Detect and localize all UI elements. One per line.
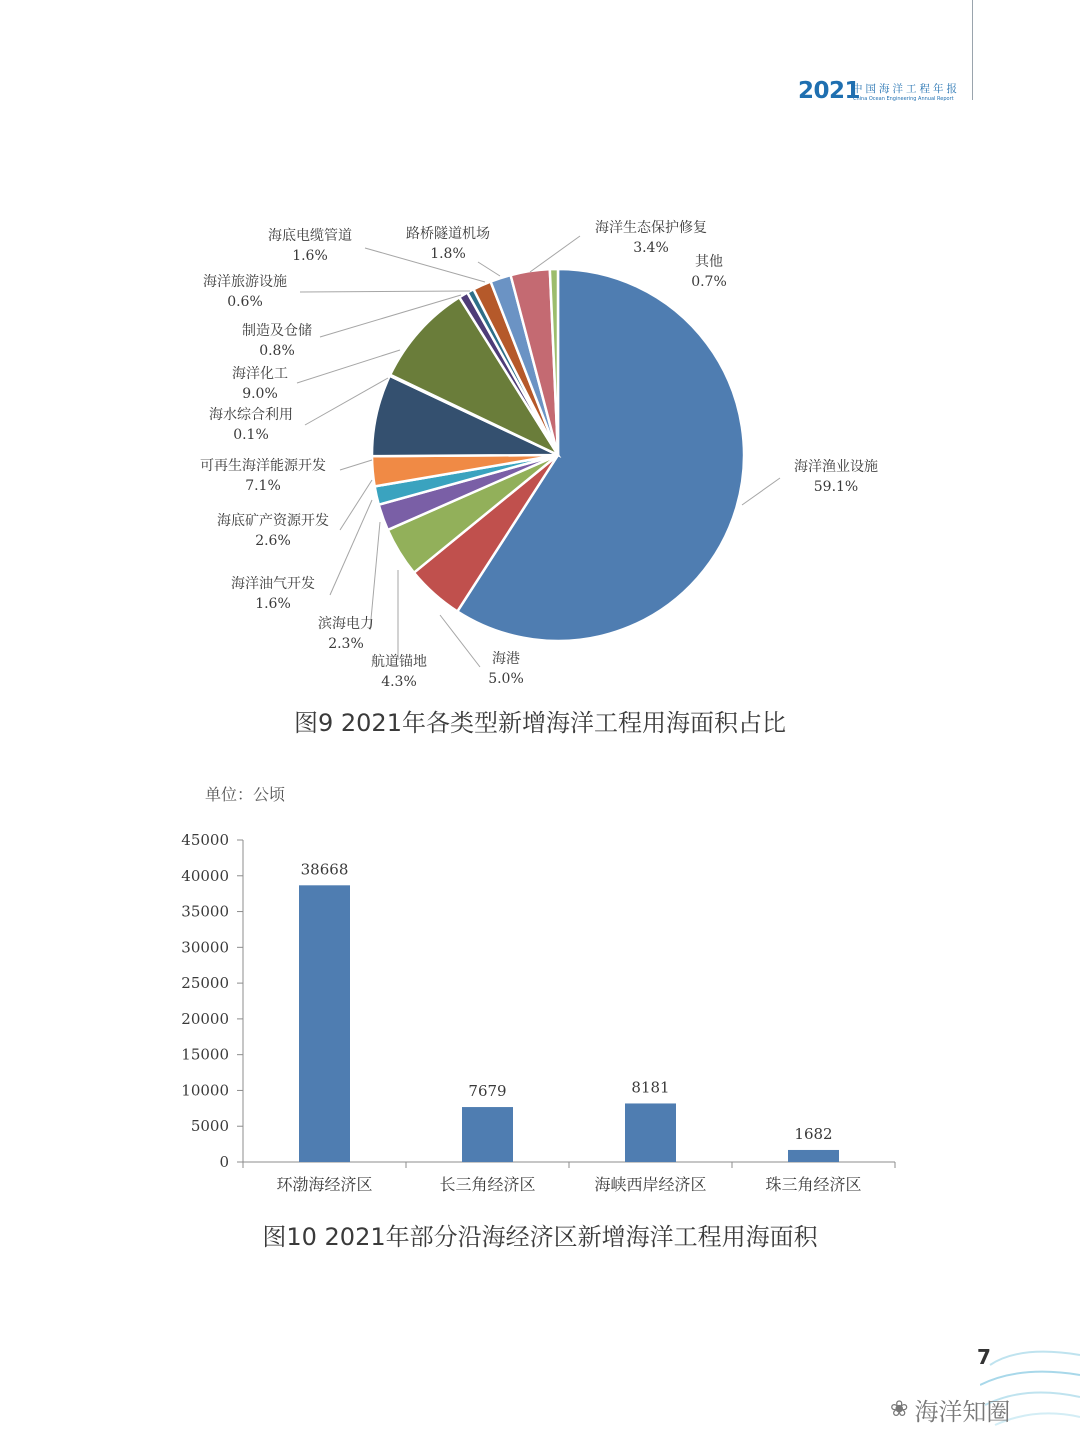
pie-slice-label: 制造及仓储 [242, 323, 312, 339]
pie-leader-line [440, 615, 480, 667]
y-tick-label: 35000 [181, 902, 229, 921]
pie-leader-line [370, 522, 380, 630]
bar-chart-title: 图10 2021年部分沿海经济区新增海洋工程用海面积 [262, 1223, 818, 1251]
pie-slice-percent: 1.6% [292, 248, 328, 264]
bar-value-label: 1682 [794, 1124, 833, 1143]
pie-slice-percent: 2.6% [255, 533, 291, 549]
y-tick-label: 5000 [190, 1117, 229, 1136]
pie-leader-line [530, 236, 580, 272]
bar-value-label: 7679 [468, 1082, 507, 1101]
pie-slice-label: 海底矿产资源开发 [217, 513, 329, 529]
pie-slice-percent: 0.8% [259, 343, 295, 359]
pie-slice-label: 海洋渔业设施 [794, 459, 878, 475]
pie-slice-label: 其他 [695, 254, 723, 270]
wechat-icon: ❀ [890, 1397, 909, 1422]
pie-slice-percent: 4.3% [381, 674, 417, 690]
y-tick-label: 25000 [181, 974, 229, 993]
pie-leader-line [300, 291, 470, 292]
pie-slice-percent: 59.1% [813, 479, 859, 495]
y-tick-label: 15000 [181, 1045, 229, 1064]
pie-slice-label: 航道锚地 [371, 654, 427, 670]
y-tick-label: 0 [219, 1153, 229, 1171]
bar-chart [0, 770, 1080, 1270]
pie-slice-percent: 3.4% [633, 240, 669, 256]
x-category-label: 长三角经济区 [439, 1175, 536, 1194]
watermark [890, 1392, 1010, 1427]
bar [462, 1107, 513, 1162]
bar-value-label: 38668 [300, 860, 349, 879]
bar-value-label: 8181 [631, 1078, 670, 1097]
pie-leader-line [742, 478, 780, 505]
pie-slice-label: 可再生海洋能源开发 [200, 458, 326, 474]
page-number: 7 [977, 1345, 991, 1369]
pie-leader-line [340, 480, 372, 530]
x-category-label: 珠三角经济区 [765, 1175, 862, 1194]
pie-slice-label: 海洋化工 [232, 366, 288, 382]
header-title-en: China Ocean Engineering Annual Report [853, 96, 954, 102]
watermark-text: 海洋知圈 [914, 1398, 1011, 1426]
bar [625, 1103, 676, 1162]
y-tick-label: 30000 [181, 938, 229, 957]
pie-slice-percent: 9.0% [242, 386, 278, 402]
pie-slice-label: 路桥隧道机场 [406, 226, 490, 242]
x-category-label: 环渤海经济区 [276, 1175, 373, 1194]
pie-slice-label: 海洋旅游设施 [203, 274, 287, 290]
pie-slice-percent: 0.1% [233, 427, 269, 443]
bar [299, 885, 350, 1162]
pie-slice-percent: 1.6% [255, 596, 291, 612]
pie-slice-percent: 7.1% [245, 478, 281, 494]
y-tick-label: 40000 [181, 866, 229, 885]
pie-chart-title: 图9 2021年各类型新增海洋工程用海面积占比 [294, 709, 786, 737]
pie-slice-label: 海洋生态保护修复 [595, 220, 707, 236]
bar-unit-label: 单位：公顷 [205, 785, 286, 804]
pie-leader-line [330, 500, 372, 595]
pie-slice-percent: 1.8% [430, 246, 466, 262]
pie-leader-line [365, 248, 485, 282]
bar [788, 1150, 839, 1162]
y-tick-label: 10000 [181, 1081, 229, 1100]
pie-leader-line [297, 350, 400, 383]
x-category-label: 海峡西岸经济区 [594, 1175, 707, 1194]
pie-slice-percent: 5.0% [488, 671, 524, 687]
pie-slice-percent: 0.7% [691, 274, 727, 290]
pie-slice-label: 海底电缆管道 [268, 228, 352, 244]
header-year: 2021 [798, 78, 861, 104]
header-title-cn: 中国海洋工程年报 [852, 83, 960, 95]
pie-slice-label: 海洋油气开发 [231, 576, 315, 592]
y-tick-label: 20000 [181, 1009, 229, 1028]
pie-slice-percent: 0.6% [227, 294, 263, 310]
pie-slice-label: 海水综合利用 [209, 407, 293, 423]
pie-slice-label: 滨海电力 [318, 616, 374, 632]
pie-slice-label: 海港 [492, 651, 520, 667]
pie-leader-line [340, 460, 372, 470]
y-tick-label: 45000 [181, 831, 229, 849]
pie-leader-line [478, 262, 500, 276]
pie-slice-percent: 2.3% [328, 636, 364, 652]
